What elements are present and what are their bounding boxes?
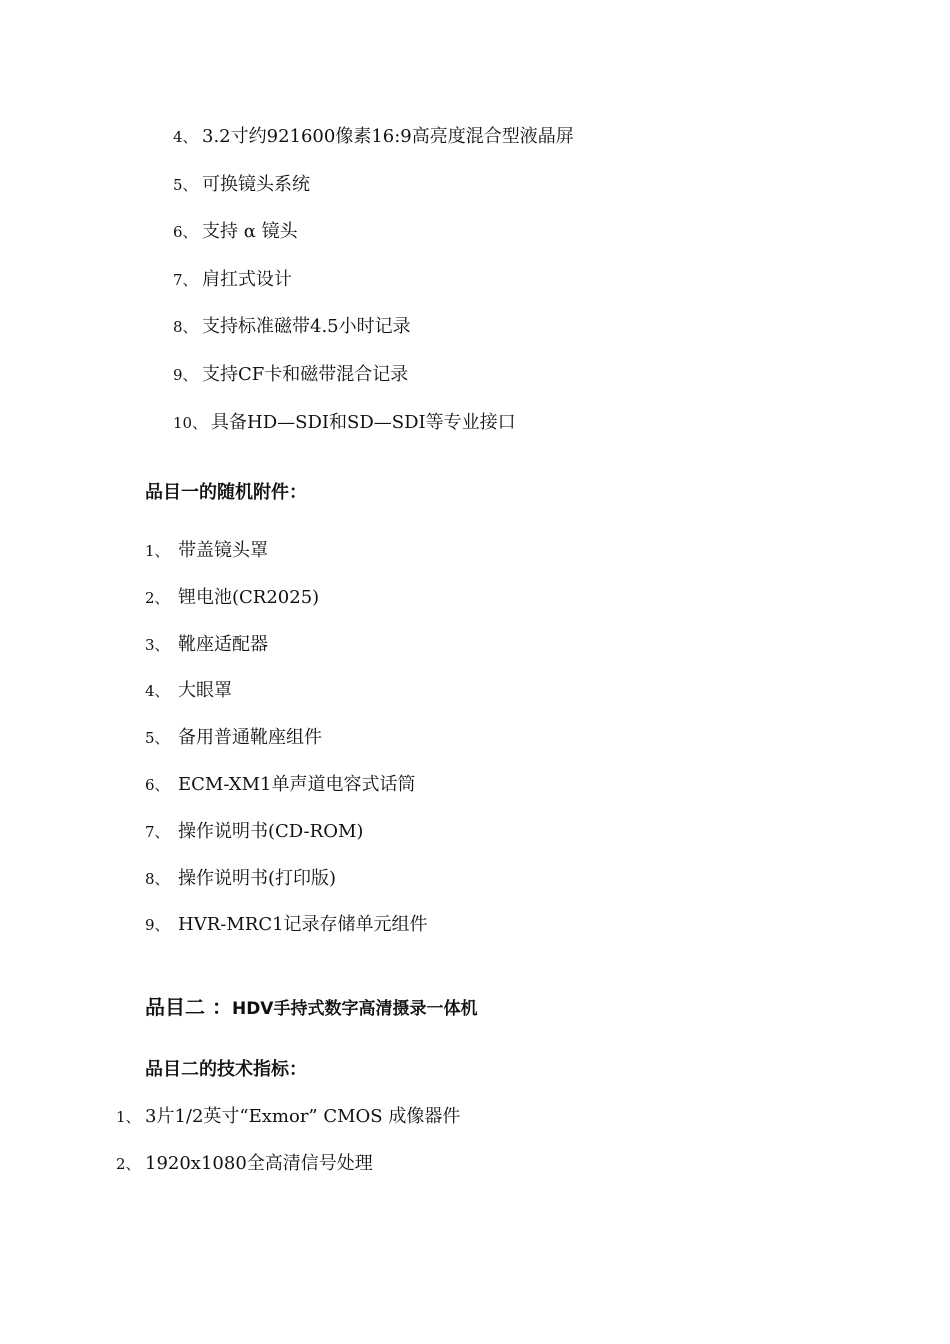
list-item xyxy=(145,821,363,843)
list-item xyxy=(173,174,310,196)
list-item-number: 4、 xyxy=(173,128,198,146)
list-item xyxy=(145,774,415,796)
list-item-number: 1、 xyxy=(116,1108,141,1126)
list-item xyxy=(145,634,268,656)
item2-heading-prefix: 品目二 ： xyxy=(145,995,232,1019)
section-heading-item2-specs: 品目二的技术指标： xyxy=(145,1059,307,1080)
list-item xyxy=(173,126,574,148)
list-item-number: 7、 xyxy=(145,823,170,841)
list-item xyxy=(173,364,408,386)
list-item-number: 8、 xyxy=(173,318,198,336)
list-item-text: 肩扛式设计 xyxy=(202,269,292,290)
list-item-text: 靴座适配器 xyxy=(178,634,268,655)
list-item-number: 1、 xyxy=(145,542,170,560)
list-item-number: 4、 xyxy=(145,682,170,700)
list-item xyxy=(145,868,336,890)
list-item xyxy=(173,269,292,291)
list-item-text: 1920x1080全高清信号处理 xyxy=(145,1153,373,1174)
list-item-text: 具备HD—SDI和SD—SDI等专业接口 xyxy=(211,412,516,433)
list-item xyxy=(145,540,268,562)
list-item-text: 操作说明书(打印版) xyxy=(178,868,337,889)
list-item-text: ECM-XM1单声道电容式话筒 xyxy=(178,774,416,795)
list-item-text: 支持 α 镜头 xyxy=(202,221,298,242)
list-item-number: 6、 xyxy=(145,776,170,794)
list-item-number: 3、 xyxy=(145,636,170,654)
list-item-text: 备用普通靴座组件 xyxy=(178,727,322,748)
list-item-number: 10、 xyxy=(173,414,208,432)
list-item xyxy=(145,914,428,936)
list-item-number: 2、 xyxy=(116,1155,141,1173)
list-item-number: 9、 xyxy=(173,366,198,384)
list-item-text: 3.2寸约921600像素16:9高亮度混合型液晶屏 xyxy=(202,126,574,147)
list-item-number: 5、 xyxy=(145,729,170,747)
list-item-number: 6、 xyxy=(173,223,198,241)
list-item xyxy=(145,727,322,749)
item2-heading-title: HDV手持式数字高清摄录一体机 xyxy=(231,999,478,1019)
list-item xyxy=(116,1106,460,1128)
list-item-text: HVR-MRC1记录存储单元组件 xyxy=(178,914,428,935)
list-item xyxy=(173,316,411,338)
list-item-number: 2、 xyxy=(145,589,170,607)
list-item-text: 3片1/2英寸“Exmor” CMOS 成像器件 xyxy=(145,1106,461,1127)
list-item-number: 5、 xyxy=(173,176,198,194)
list-item-number: 8、 xyxy=(145,870,170,888)
list-item xyxy=(173,221,298,243)
section-heading-accessories: 品目一的随机附件： xyxy=(145,482,307,503)
list-item-number: 9、 xyxy=(145,916,170,934)
list-item-text: 可换镜头系统 xyxy=(202,174,310,195)
list-item-text: 锂电池(CR2025) xyxy=(178,587,320,608)
list-item-text: 大眼罩 xyxy=(178,680,232,701)
list-item xyxy=(145,680,232,702)
list-item xyxy=(116,1153,373,1175)
list-item-text: 带盖镜头罩 xyxy=(178,540,268,561)
section-heading-item2 xyxy=(145,996,477,1020)
list-item-text: 支持标准磁带4.5小时记录 xyxy=(202,316,411,337)
list-item xyxy=(145,587,319,609)
list-item-number: 7、 xyxy=(173,271,198,289)
list-item-text: 支持CF卡和磁带混合记录 xyxy=(202,364,409,385)
list-item xyxy=(173,412,516,434)
list-item-text: 操作说明书(CD-ROM) xyxy=(178,821,364,842)
